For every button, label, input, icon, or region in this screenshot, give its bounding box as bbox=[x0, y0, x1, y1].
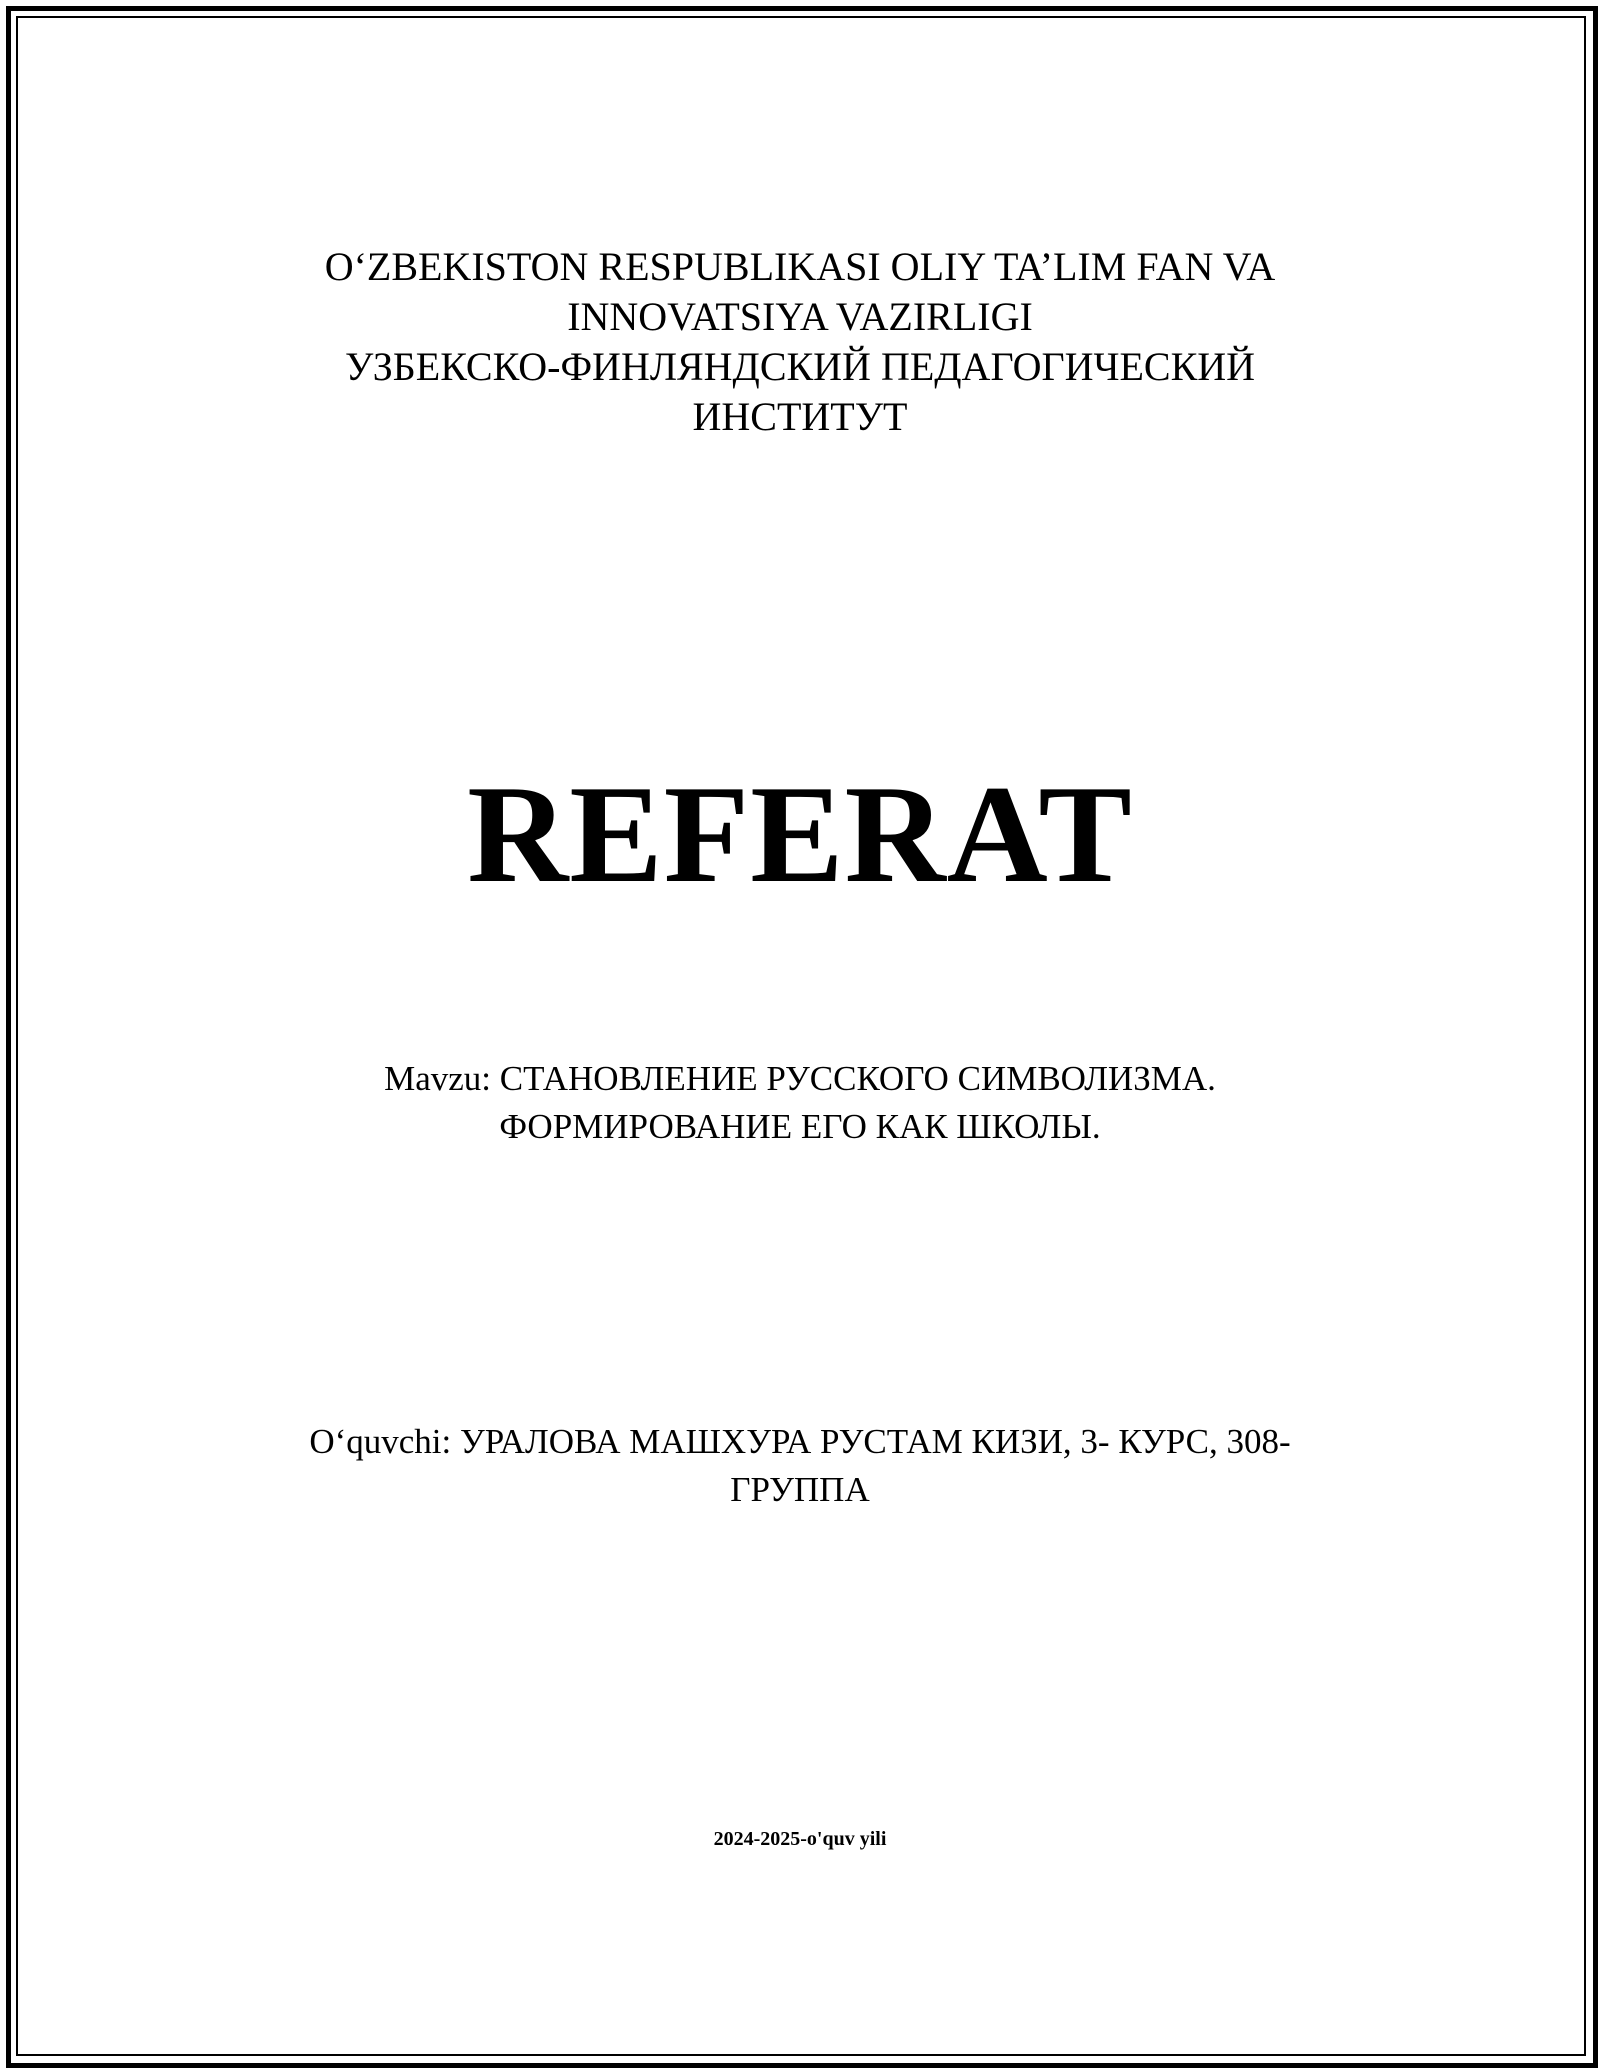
header-line-2: INNOVATSIYA VAZIRLIGI bbox=[567, 294, 1033, 339]
header-line-1: O‘ZBEKISTON RESPUBLIKASI OLIY TA’LIM FAN VA bbox=[324, 244, 1276, 289]
header-line-3: УЗБЕКСКО-ФИНЛЯНДСКИЙ ПЕДАГОГИЧЕСКИЙ bbox=[344, 344, 1256, 389]
student-line-1: O‘quvchi: УРАЛОВА МАШХУРА РУСТАМ КИЗИ, 3- КУРС, 308- bbox=[309, 1422, 1291, 1461]
topic-line-2: ФОРМИРОВАНИЕ ЕГО КАК ШКОЛЫ. bbox=[499, 1107, 1101, 1146]
document-title: REFERAT bbox=[467, 757, 1133, 912]
academic-year: 2024-2025-o'quv yili bbox=[713, 1828, 887, 1850]
ministry-header bbox=[0, 242, 1600, 442]
student-line-2: ГРУППА bbox=[730, 1470, 870, 1509]
topic-line-1: Mavzu: СТАНОВЛЕНИЕ РУССКОГО СИМВОЛИЗМА. bbox=[384, 1059, 1216, 1098]
student-section bbox=[0, 1418, 1600, 1514]
header-line-4: ИНСТИТУТ bbox=[692, 394, 908, 439]
topic-section bbox=[0, 1055, 1600, 1151]
